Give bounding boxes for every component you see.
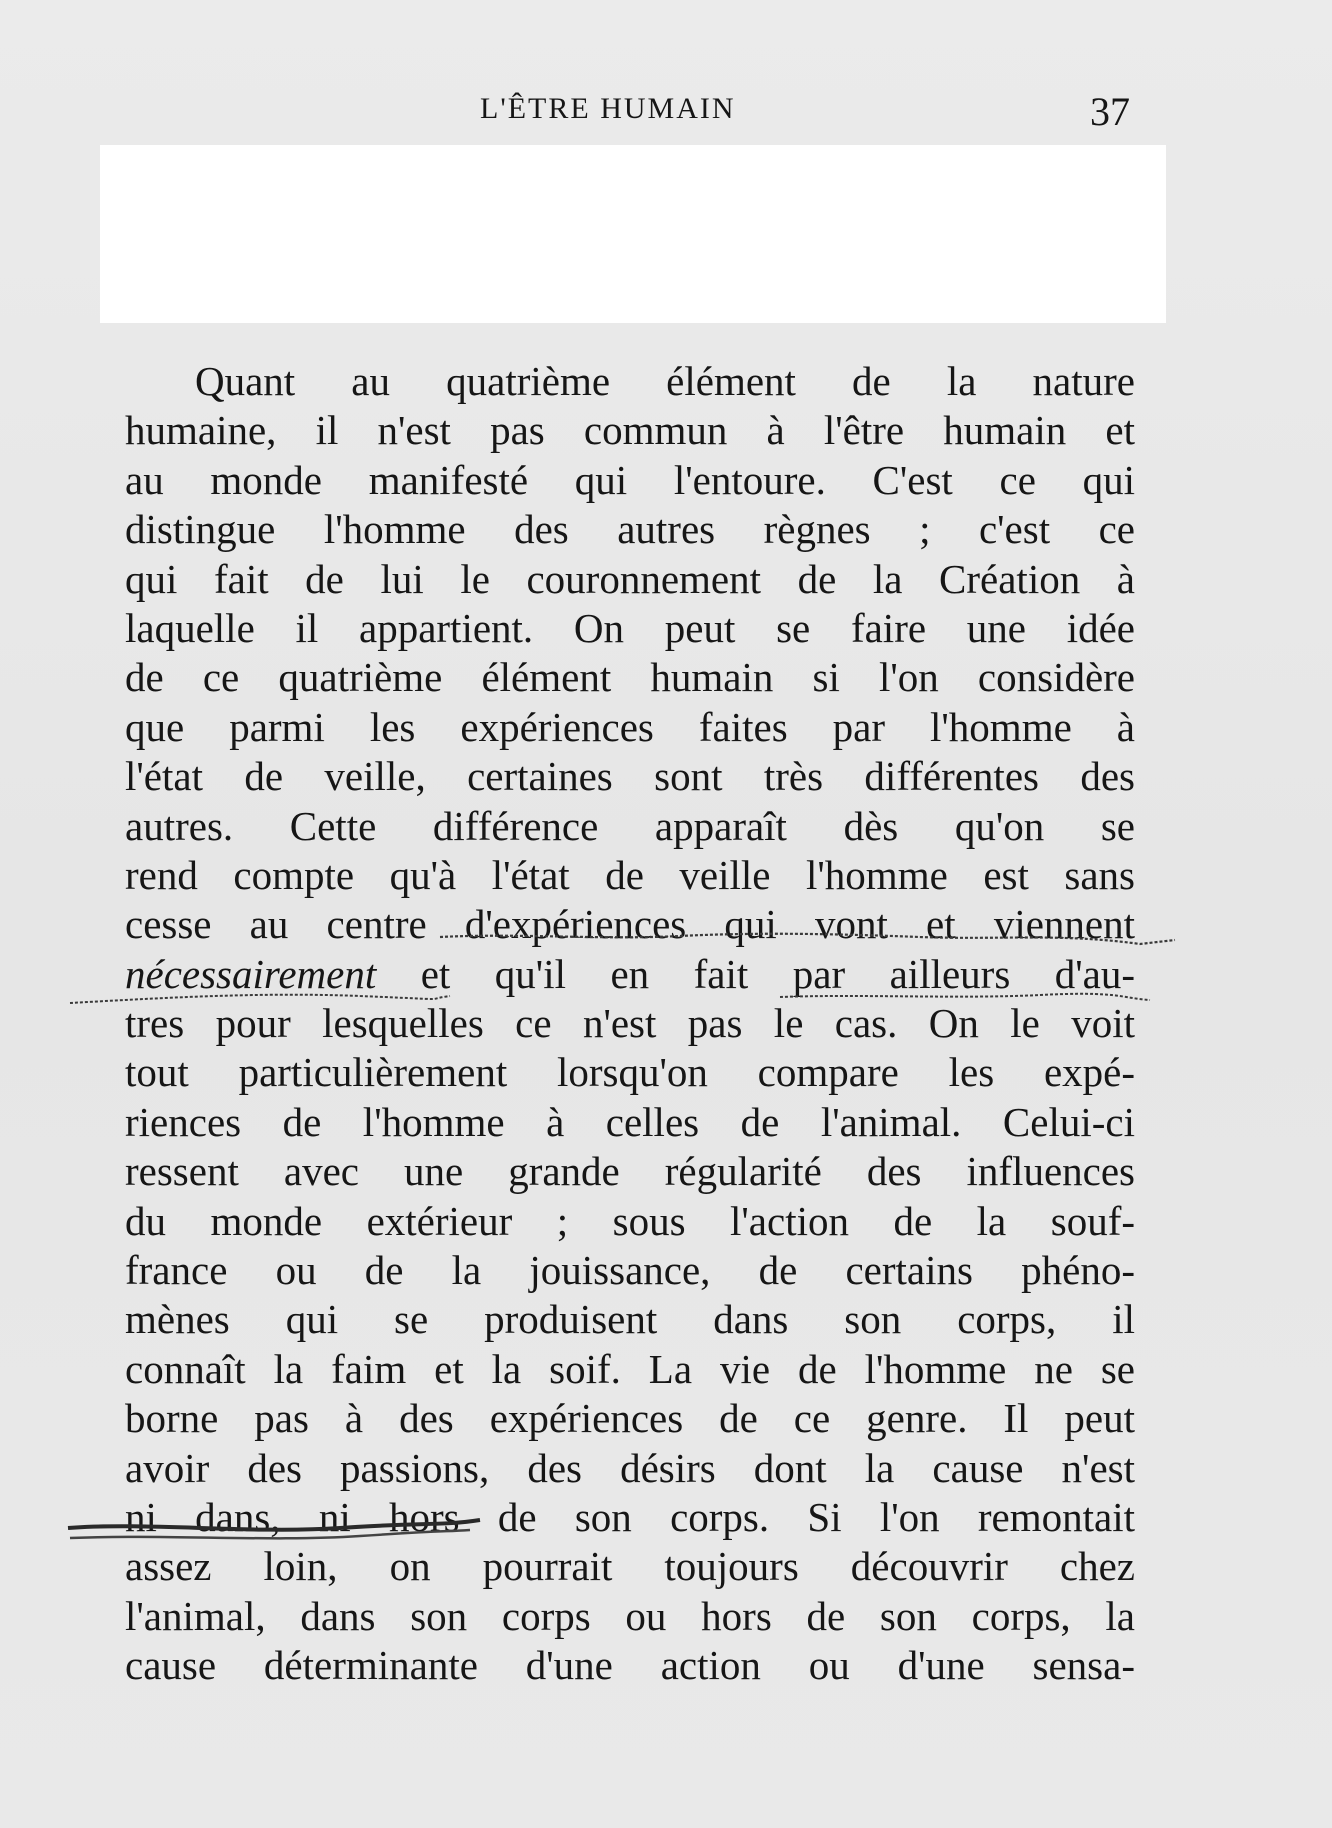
text-line: ressent avec une grande régularité des influences — [125, 1148, 1135, 1195]
text-line: que parmi les expériences faites par l'homme à — [125, 703, 1135, 750]
text-line: laquelle il appartient. On peut se faire une idée — [125, 604, 1135, 651]
redaction-block — [100, 145, 1166, 323]
text-line: du monde extérieur ; sous l'action de la souf- — [125, 1197, 1135, 1244]
text-line: humaine, il n'est pas commun à l'être humain et — [125, 407, 1135, 454]
text-line: l'animal, dans son corps ou hors de son corps, la — [125, 1592, 1135, 1639]
underlined-phrase: ni dans, ni hors — [125, 1493, 460, 1540]
text-line: borne pas à des expériences de ce genre. Il peut — [125, 1395, 1135, 1442]
text-line: qui fait de lui le couronnement de la Création à — [125, 555, 1135, 602]
running-head — [0, 88, 1332, 134]
text-line: tout particulièrement lorsqu'on compare les expé- — [125, 1049, 1135, 1096]
text-line: de ce quatrième élément humain si l'on considère — [125, 654, 1135, 701]
text-line: au monde manifesté qui l'entoure. C'est ce qui — [125, 456, 1135, 503]
italic-word: nécessairement — [125, 950, 377, 997]
text-line: connaît la faim et la soif. La vie de l'homme ne se — [125, 1345, 1135, 1392]
text-line: assez loin, on pourrait toujours découvrir chez — [125, 1543, 1135, 1590]
text-line: distingue l'homme des autres règnes ; c'est ce — [125, 506, 1135, 553]
text-line: autres. Cette différence apparaît dès qu'on se — [125, 802, 1135, 849]
text-line: rend compte qu'à l'état de veille l'homme est sans — [125, 851, 1135, 898]
text-line-with-italic — [125, 950, 1135, 999]
text-line: france ou de la jouissance, de certains phéno- — [125, 1247, 1135, 1294]
text-line: tres pour lesquelles ce n'est pas le cas. On le voit — [125, 1000, 1135, 1047]
text-line: cesse au centre d'expériences qui vont et viennent — [125, 901, 1135, 948]
text-line: riences de l'homme à celles de l'animal. Celui-ci — [125, 1098, 1135, 1145]
text-line: avoir des passions, des désirs dont la cause n'est — [125, 1444, 1135, 1491]
text-line: Quant au quatrième élément de la nature — [195, 358, 1135, 404]
body-text — [125, 357, 1135, 1691]
text-line-rest: de son corps. Si l'on remontait — [497, 1493, 1136, 1540]
text-line-with-underline — [125, 1493, 1135, 1542]
text-line: l'état de veille, certaines sont très différentes des — [125, 753, 1135, 800]
text-line: mènes qui se produisent dans son corps, il — [125, 1296, 1135, 1343]
running-title: L'ÊTRE HUMAIN — [480, 92, 736, 125]
text-line-rest: et qu'il en fait par ailleurs d'au- — [420, 950, 1136, 997]
page-number: 37 — [1090, 89, 1130, 134]
text-line: cause déterminante d'une action ou d'une sensa- — [125, 1642, 1135, 1689]
